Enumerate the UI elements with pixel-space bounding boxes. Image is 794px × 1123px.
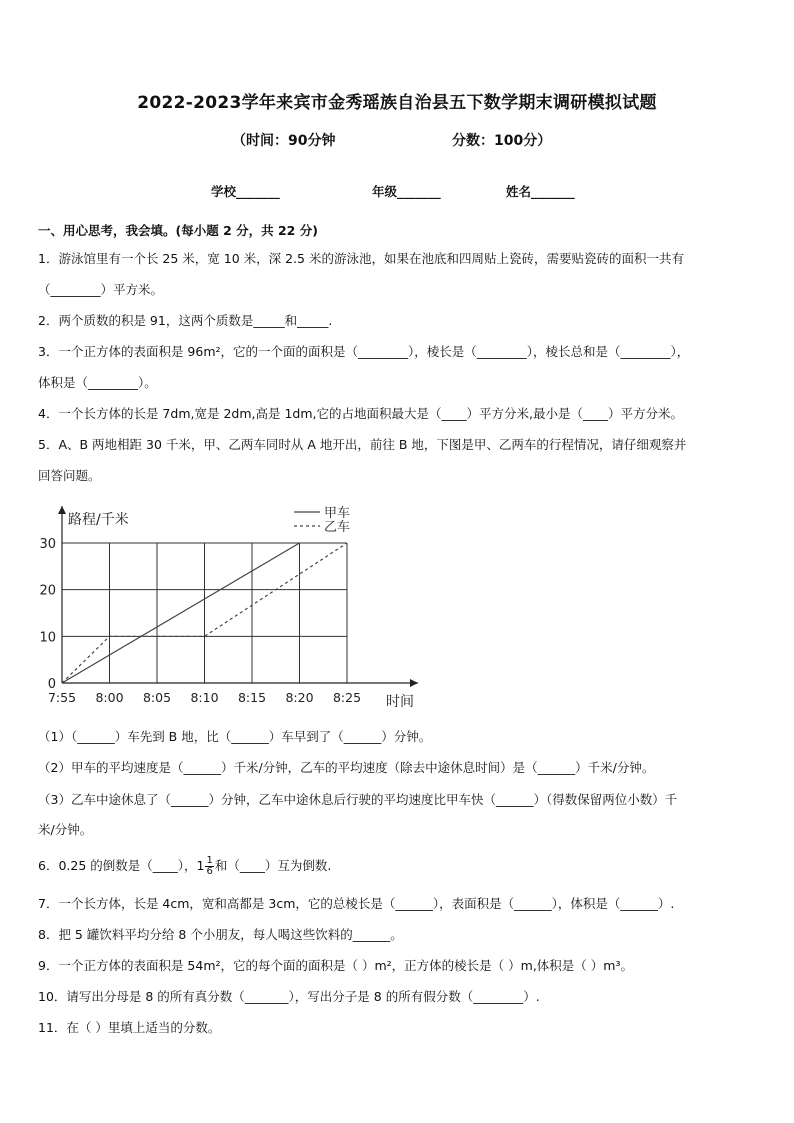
legend-label-甲车: 甲车 [324,506,351,521]
x-tick-label: 8:20 [285,690,314,705]
x-tick-label: 8:10 [190,690,219,705]
y-axis-label: 路程/千米 [68,512,129,528]
section-heading: 一、用心思考，我会填。(每小题 2 分，共 22 分) [38,223,318,238]
question-7: 7．一个长方体，长是 4cm，宽和高都是 3cm，它的总棱长是（______），表面积是（______），体积是（______）. [38,896,675,911]
x-tick-label: 8:15 [237,690,267,705]
x-tick-label: 8:05 [142,690,172,705]
question-11: 11．在（ ）里填上适当的分数。 [38,1020,221,1035]
x-tick-label: 7:55 [47,690,77,705]
name-field: 姓名_______ [506,184,575,199]
question-3-line-1: 3．一个正方体的表面积是 96m²，它的一个面的面积是（________），棱长是（________），棱长总和是（________）， [38,344,690,359]
question-6-suffix: 和（____）互为倒数. [214,858,332,873]
fraction-denominator: 6 [206,866,213,877]
question-6 [38,856,331,877]
question-2: 2．两个质数的积是 91，这两个质数是_____和_____. [38,313,333,328]
y-tick-label: 30 [39,537,56,552]
y-tick-label: 0 [47,677,56,692]
legend-label-乙车: 乙车 [324,520,351,535]
exam-score: 分数：100分） [452,133,552,149]
x-axis-label: 时间 [386,694,414,710]
fraction [205,856,213,877]
question-10: 10．请写出分母是 8 的所有真分数（_______），写出分子是 8 的所有假分数（________）. [38,989,540,1004]
question-5-line-2: 回答问题。 [38,468,101,483]
x-axis-arrow [410,679,418,687]
question-3-line-2: 体积是（________）。 [38,375,157,390]
question-1-line-1: 1．游泳馆里有一个长 25 米，宽 10 米，深 2.5 米的游泳池，如果在池底和四周贴上瓷砖，需要贴瓷砖的面积一共有 [38,251,684,266]
question-5-part-3-line-2: 米/分钟。 [38,822,93,837]
question-5-part-1: （1）（______）车先到 B 地，比（______）车早到了（______）分钟。 [38,729,432,744]
x-tick-label: 8:00 [95,690,124,705]
school-field: 学校_______ [211,184,280,199]
question-5-part-2: （2）甲车的平均速度是（______）千米/分钟，乙车的平均速度（除去中途休息时间）是（______）千米/分钟。 [38,760,655,775]
question-4: 4．一个长方体的长是 7dm,宽是 2dm,高是 1dm,它的占地面积最大是（____）平方分米,最小是（____）平方分米。 [38,406,683,421]
series-line-甲车 [62,543,300,683]
x-tick-label: 8:25 [332,690,362,705]
question-9: 9．一个正方体的表面积是 54m²，它的每个面的面积是（ ）m²，正方体的棱长是（ ）m,体积是（ ）m³。 [38,958,633,973]
y-axis-arrow [58,506,66,514]
page-title: 2022-2023学年来宾市金秀瑶族自治县五下数学期末调研模拟试题 [137,93,657,113]
exam-time: （时间：90分钟 [232,133,336,149]
y-tick-label: 20 [39,583,56,599]
question-8: 8．把 5 罐饮料平均分给 8 个小朋友，每人喝这些饮料的______。 [38,927,403,942]
distance-time-chart [38,498,438,713]
question-5-line-1: 5．A、B 两地相距 30 千米，甲、乙两车同时从 A 地开出，前往 B 地，下图是甲、乙两车的行程情况，请仔细观察并 [38,437,687,452]
fraction-numerator: 1 [206,855,213,866]
grade-field: 年级_______ [372,184,441,199]
question-5-part-3-line-1: （3）乙车中途休息了（______）分钟，乙车中途休息后行驶的平均速度比甲车快（______）（得数保留两位小数）千 [38,792,678,807]
y-tick-label: 10 [39,630,56,646]
question-1-line-2: （________）平方米。 [38,282,164,297]
question-6-prefix: 6．0.25 的倒数是（____），1 [38,858,205,873]
